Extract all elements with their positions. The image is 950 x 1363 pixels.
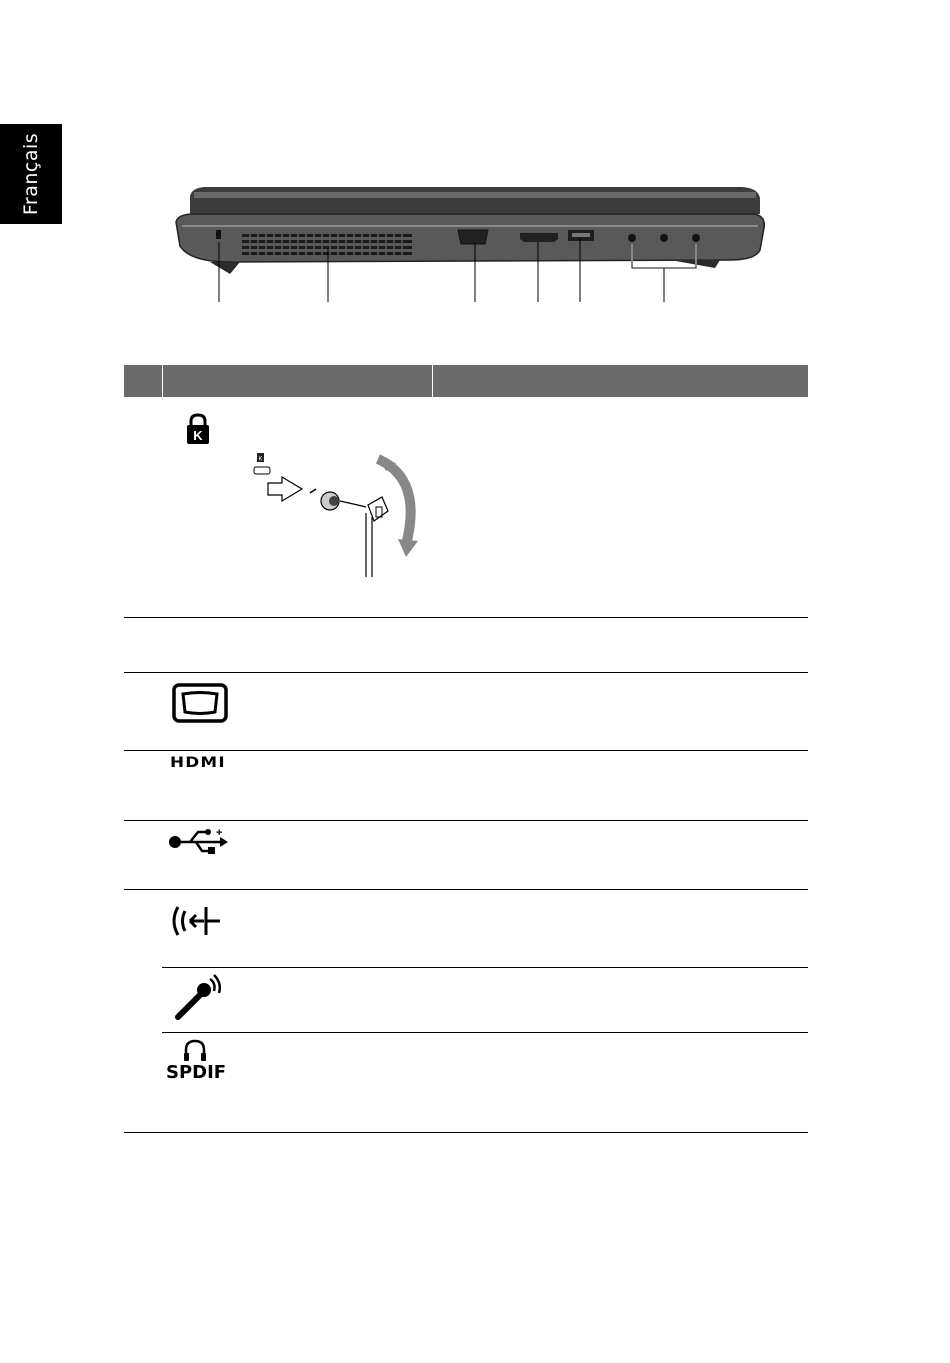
- hdmi-icon-label: HDMI: [170, 755, 226, 771]
- svg-text:K: K: [193, 428, 203, 443]
- headphone-spdif-icon: [166, 1038, 236, 1088]
- table-row: [124, 397, 808, 617]
- vga-port: [458, 230, 488, 244]
- kensington-lock-icon: [186, 413, 210, 445]
- hdmi-port-icon: [170, 754, 230, 770]
- lock-slot: [216, 230, 221, 239]
- laptop-side-view: [170, 180, 770, 310]
- table-header: [124, 365, 808, 397]
- spdif-label: SPDIF: [166, 1062, 227, 1083]
- lock-installation-illustration: [248, 449, 438, 579]
- microphone-icon: [170, 973, 230, 1023]
- hdmi-port: [520, 233, 558, 242]
- audio-jack-3: [692, 234, 700, 242]
- audio-jack-2: [660, 234, 668, 242]
- audio-jack-1: [628, 234, 636, 242]
- vga-port-icon: [172, 683, 228, 723]
- line-in-icon: [168, 901, 228, 941]
- language-tab-label: Français: [20, 132, 42, 216]
- usb-port-icon: [168, 825, 228, 855]
- headphone-icon: [182, 1038, 208, 1062]
- svg-text:+: +: [216, 827, 223, 839]
- language-tab: [0, 124, 62, 224]
- svg-text:K: K: [258, 456, 263, 463]
